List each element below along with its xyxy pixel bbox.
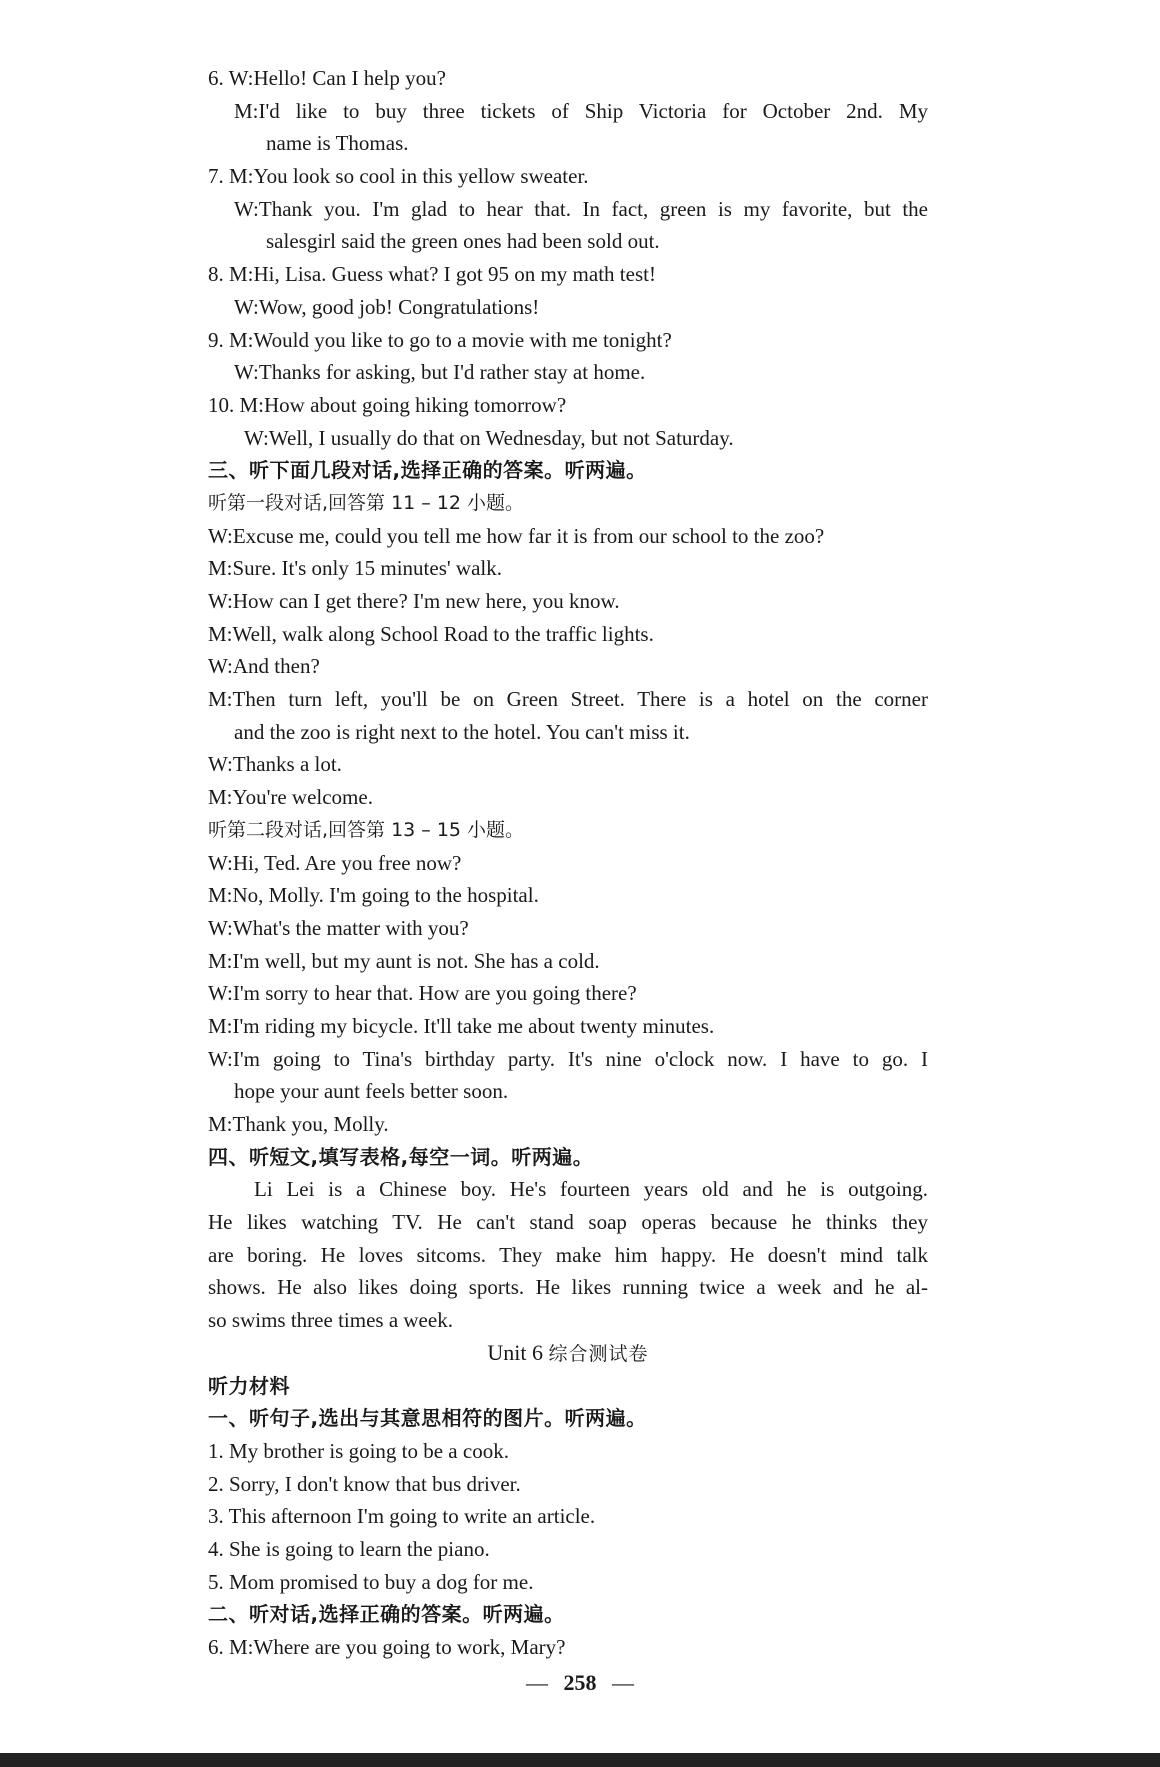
text-line: 2. Sorry, I don't know that bus driver. — [208, 1471, 521, 1496]
text-line: M:Well, walk along School Road to the traffic lights. — [208, 621, 654, 646]
text-line: Li Lei is a Chinese boy. He's fourteen years old and he is outgoing. — [254, 1177, 928, 1202]
text-line: W:What's the matter with you? — [208, 915, 469, 940]
text-line: 6. M:Where are you going to work, Mary? — [208, 1635, 566, 1659]
unit-title-label: Unit 6 — [487, 1339, 544, 1365]
text-line: 3. This afternoon I'm going to write an article. — [208, 1504, 596, 1529]
text-line: He likes watching TV. He can't stand soap operas because he thinks they — [208, 1210, 928, 1235]
text-line: W:Thanks for asking, but I'd rather stay at home. — [234, 360, 646, 385]
section-heading: 四、听短文,填写表格,每空一词。听两遍。 — [208, 1144, 594, 1169]
text-line: M:Thank you, Molly. — [208, 1112, 389, 1136]
text-line: 9. M:Would you like to go to a movie with me tonight? — [208, 327, 672, 352]
text-line: M:I'm riding my bicycle. It'll take me about twenty minutes. — [208, 1013, 715, 1038]
unit-title — [208, 1337, 928, 1370]
text-line: 5. Mom promised to buy a dog for me. — [208, 1569, 534, 1594]
text-line: hope your aunt feels better soon. — [234, 1079, 509, 1104]
page-number: 258 — [563, 1670, 597, 1695]
text-line: 听第一段对话,回答第 11 – 12 小题。 — [208, 491, 525, 514]
text-line: shows. He also likes doing sports. He likes running twice a week and he al- — [208, 1275, 928, 1300]
text-line: 听第二段对话,回答第 13 – 15 小题。 — [208, 818, 525, 841]
text-line: so swims three times a week. — [208, 1308, 453, 1333]
text-line: 6. W:Hello! Can I help you? — [208, 66, 446, 90]
text-line: W:Hi, Ted. Are you free now? — [208, 850, 462, 875]
text-line: W:Excuse me, could you tell me how far it is from our school to the zoo? — [208, 523, 825, 548]
text-line: W:Well, I usually do that on Wednesday, but not Saturday. — [244, 425, 734, 450]
section-heading: 二、听对话,选择正确的答案。听两遍。 — [208, 1602, 565, 1627]
footer-dash-left: — — [526, 1670, 548, 1695]
text-line: M:Then turn left, you'll be on Green Street. There is a hotel on the corner — [208, 687, 928, 712]
section-heading: 听力材料 — [208, 1373, 290, 1398]
section-heading: 三、听下面几段对话,选择正确的答案。听两遍。 — [208, 458, 647, 483]
text-line: W:Thank you. I'm glad to hear that. In fact, green is my favorite, but the — [234, 196, 928, 221]
text-line: M:I'd like to buy three tickets of Ship Victoria for October 2nd. My — [234, 98, 928, 123]
text-line: W:I'm going to Tina's birthday party. It's nine o'clock now. I have to go. I — [208, 1046, 928, 1071]
text-line: M:Sure. It's only 15 minutes' walk. — [208, 556, 502, 581]
text-line: M:I'm well, but my aunt is not. She has a cold. — [208, 948, 600, 973]
text-line: 8. M:Hi, Lisa. Guess what? I got 95 on my math test! — [208, 262, 656, 287]
document-body — [208, 62, 928, 1664]
text-line: W:Thanks a lot. — [208, 752, 342, 777]
text-line: W:How can I get there? I'm new here, you know. — [208, 589, 620, 613]
text-line: 1. My brother is going to be a cook. — [208, 1438, 509, 1463]
text-line: 4. She is going to learn the piano. — [208, 1536, 490, 1561]
text-line: W:I'm sorry to hear that. How are you going there? — [208, 981, 637, 1006]
text-line: M:You're welcome. — [208, 785, 373, 810]
text-line: are boring. He loves sitcoms. They make him happy. He doesn't mind talk — [208, 1242, 928, 1267]
text-line: W:Wow, good job! Congratulations! — [234, 294, 540, 319]
bottom-edge-bar — [0, 1753, 1160, 1767]
text-line: salesgirl said the green ones had been sold out. — [266, 229, 660, 254]
text-line: name is Thomas. — [266, 131, 409, 156]
text-line: 10. M:How about going hiking tomorrow? — [208, 392, 567, 417]
footer-dash-right: — — [612, 1670, 634, 1695]
text-line: W:And then? — [208, 654, 320, 679]
page-footer — [0, 1670, 1160, 1696]
text-line: M:No, Molly. I'm going to the hospital. — [208, 883, 539, 908]
section-heading: 一、听句子,选出与其意思相符的图片。听两遍。 — [208, 1406, 647, 1431]
text-line: and the zoo is right next to the hotel. You can't miss it. — [234, 719, 690, 744]
text-line: 7. M:You look so cool in this yellow sweater. — [208, 164, 589, 189]
unit-title-cn: 综合测试卷 — [548, 1342, 649, 1365]
